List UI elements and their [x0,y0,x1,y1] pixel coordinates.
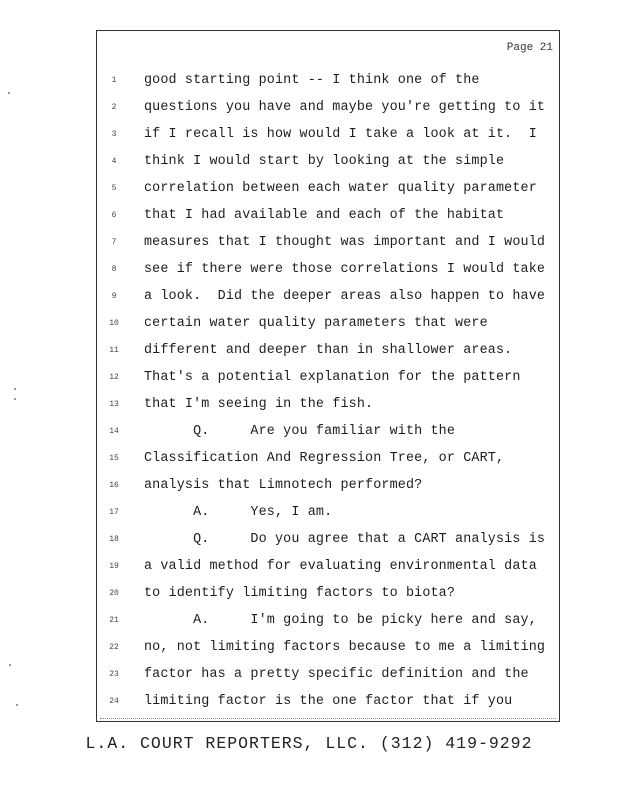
line-text: Q. Are you familiar with the [144,424,456,439]
line-text: good starting point -- I think one of the [144,73,480,88]
line-number: 5 [111,184,117,193]
line-number: 18 [109,535,119,544]
transcript-line [97,202,559,229]
scan-speck [14,388,16,390]
line-text: analysis that Limnotech performed? [144,478,423,493]
transcript-line [97,526,559,553]
line-number: 2 [111,103,117,112]
line-text: factor has a pretty specific definition and the [144,667,529,682]
transcript-line [97,391,559,418]
transcript-line [97,229,559,256]
line-text: certain water quality parameters that were [144,316,488,331]
line-text: a valid method for evaluating environmental data [144,559,537,574]
line-text: no, not limiting factors because to me a limiting [144,640,546,655]
line-number: 24 [109,697,119,706]
transcript-line [97,661,559,688]
line-text: Q. Do you agree that a CART analysis is [144,532,546,547]
transcript-line [97,148,559,175]
scan-speck [14,398,16,400]
line-text: that I had available and each of the habitat [144,208,505,223]
line-number: 17 [109,508,119,517]
transcript-line [97,418,559,445]
transcript-line [97,67,559,94]
line-text: That's a potential explanation for the pattern [144,370,521,385]
line-number: 1 [111,76,117,85]
line-number: 19 [109,562,119,571]
transcript-lines [97,67,559,715]
line-number: 3 [111,130,117,139]
transcript-line [97,283,559,310]
line-number: 10 [109,319,119,328]
line-number: 12 [109,373,119,382]
page-number: Page 21 [506,42,553,54]
line-text: A. Yes, I am. [144,505,333,520]
line-number: 9 [111,292,117,301]
line-number: 20 [109,589,119,598]
line-text: limiting factor is the one factor that if you [144,694,513,709]
transcript-line [97,634,559,661]
transcript-line [97,688,559,715]
transcript-line [97,121,559,148]
line-number: 8 [111,265,117,274]
scan-speck [8,92,10,94]
line-text: that I'm seeing in the fish. [144,397,374,412]
line-text: Classification And Regression Tree, or CART, [144,451,505,466]
court-reporter-footer: L.A. COURT REPORTERS, LLC. (312) 419-9292 [85,734,533,753]
line-number: 6 [111,211,117,220]
line-text: if I recall is how would I take a look at it. I [144,127,537,142]
line-number: 16 [109,481,119,490]
line-number: 13 [109,400,119,409]
scan-speck [9,664,11,666]
line-text: to identify limiting factors to biota? [144,586,456,601]
transcript-line [97,364,559,391]
line-number: 7 [111,238,117,247]
line-number: 15 [109,454,119,463]
line-text: different and deeper than in shallower areas. [144,343,513,358]
line-number: 22 [109,643,119,652]
scan-speck [16,704,18,706]
transcript-line [97,472,559,499]
line-number: 14 [109,427,119,436]
line-text: a look. Did the deeper areas also happen to have [144,289,546,304]
transcript-line [97,256,559,283]
transcript-line [97,445,559,472]
line-text: see if there were those correlations I would take [144,262,546,277]
transcript-line [97,607,559,634]
line-text: think I would start by looking at the simple [144,154,505,169]
line-text: correlation between each water quality parameter [144,181,537,196]
line-text: A. I'm going to be picky here and say, [144,613,537,628]
line-number: 21 [109,616,119,625]
transcript-line [97,94,559,121]
transcript-line [97,580,559,607]
transcript-line [97,310,559,337]
line-number: 23 [109,670,119,679]
transcript-line [97,499,559,526]
line-text: measures that I thought was important and I would [144,235,546,250]
transcript-line [97,175,559,202]
transcript-page [96,30,560,722]
transcript-line [97,553,559,580]
bottom-rule [100,718,556,719]
transcript-line [97,337,559,364]
line-number: 11 [109,346,119,355]
line-number: 4 [111,157,117,166]
line-text: questions you have and maybe you're getting to it [144,100,546,115]
